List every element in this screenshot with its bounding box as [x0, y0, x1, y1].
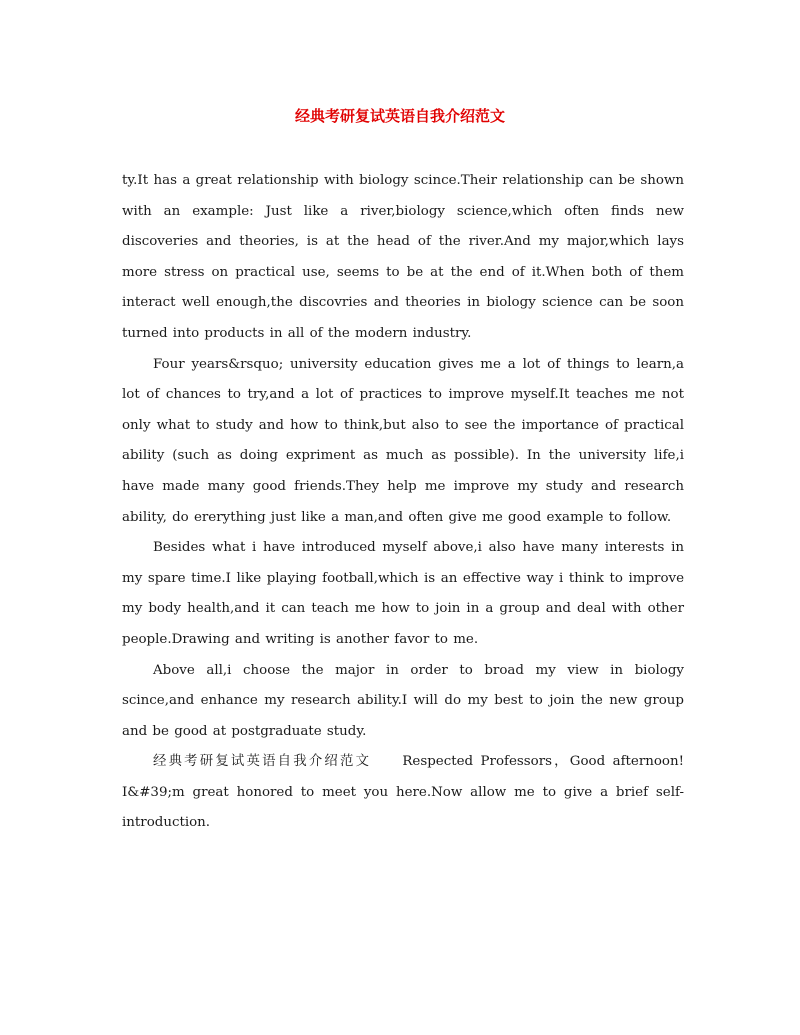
- paragraph-1: ty.It has a great relationship with biology scince.Their relationship can be shown with an example: Just like a river,biology science,which often finds new discoveries and theories, is at the head of the river.And my major,which lays more stress on practical use, seems to be at the end of it.When both of them interact well enough,the discovries and theories in biology science can be soon turned into products in all of the modern industry.: [122, 173, 684, 341]
- paragraph-4: Above all,i choose the major in order to broad my view in biology scince,and enhance my research ability.I will do my best to join the new group and be good at postgraduate study.: [122, 662, 684, 739]
- paragraph-2: Four years&rsquo; university education gives me a lot of things to learn,a lot of chances to try,and a lot of practices to improve myself.It teaches me not only what to study and how to think,but also to see the importance of practical ability (such as doing expriment as much as possible). In the university life,i have made many good friends.They help me improve my study and research ability, do ererything just like a man,and often give me good example to follow.: [122, 356, 684, 525]
- paragraph-5: 经典考研复试英语自我介绍范文 Respected Professors，Good afternoon! I&#39;m great honored to meet you here.Now allow me to give a brief self-introduction.: [122, 754, 684, 831]
- document-body: [122, 166, 684, 839]
- document-title: 经典考研复试英语自我介绍范文: [294, 107, 505, 125]
- paragraph-3: Besides what i have introduced myself above,i also have many interests in my spare time.I like playing football,which is an effective way i think to improve my body health,and it can teach me how to join in a group and deal with other people.Drawing and writing is another favor to me.: [122, 540, 684, 647]
